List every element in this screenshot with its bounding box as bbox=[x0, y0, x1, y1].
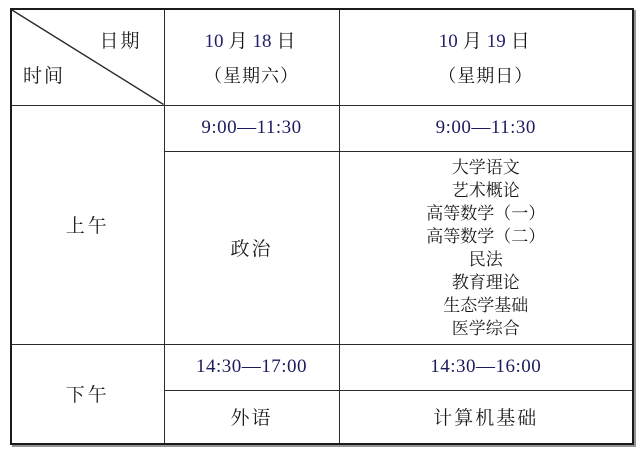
date-text-oct-18 bbox=[165, 26, 339, 53]
table-row-morning-time bbox=[11, 105, 633, 151]
exam-schedule-table bbox=[10, 8, 634, 445]
period-cell-afternoon bbox=[11, 344, 164, 444]
table-row-afternoon-time bbox=[11, 344, 633, 390]
subject-foreign-language: 外语 bbox=[230, 408, 273, 430]
afternoon-time-cell-day1 bbox=[164, 344, 339, 390]
day-character: 日 bbox=[510, 31, 530, 53]
date-text-oct-19 bbox=[340, 26, 633, 53]
header-oct-19 bbox=[339, 9, 633, 105]
date-day-number: 18 bbox=[252, 31, 272, 53]
subject-politics: 政治 bbox=[230, 239, 273, 260]
date-day-number: 19 bbox=[486, 31, 506, 53]
subject-item: 高等数学（一） bbox=[426, 203, 546, 223]
date-month-number: 10 bbox=[438, 31, 458, 53]
subject-computer-basics: 计算机基础 bbox=[433, 408, 539, 430]
month-character: 月 bbox=[228, 31, 248, 53]
afternoon-subject-cell-day1 bbox=[164, 390, 339, 444]
morning-time-day2: 9:00—11:30 bbox=[435, 117, 536, 138]
header-oct-18 bbox=[164, 9, 339, 105]
subject-item: 医学综合 bbox=[451, 318, 520, 338]
morning-subject-list bbox=[340, 156, 633, 340]
date-axis-label: 日期 bbox=[99, 31, 142, 52]
subject-item: 大学语文 bbox=[451, 157, 520, 177]
afternoon-subject-cell-day2 bbox=[339, 390, 633, 444]
afternoon-time-cell-day2 bbox=[339, 344, 633, 390]
day-character: 日 bbox=[276, 31, 296, 53]
morning-time-cell-day2 bbox=[339, 105, 633, 151]
afternoon-time-day2: 14:30—16:00 bbox=[430, 356, 542, 377]
month-character: 月 bbox=[462, 31, 482, 53]
subject-item: 教育理论 bbox=[451, 272, 520, 292]
date-month-number: 10 bbox=[204, 31, 224, 53]
subject-item: 生态学基础 bbox=[443, 295, 529, 315]
afternoon-time-day1: 14:30—17:00 bbox=[195, 356, 308, 377]
afternoon-label: 下午 bbox=[65, 385, 110, 407]
weekday-sunday-label: （星期日） bbox=[438, 66, 534, 87]
weekday-saturday-label: （星期六） bbox=[204, 66, 299, 87]
corner-cell bbox=[11, 9, 164, 105]
subject-item: 高等数学（二） bbox=[426, 226, 546, 246]
subject-item: 艺术概论 bbox=[451, 180, 520, 200]
morning-subject-cell-day2 bbox=[339, 151, 633, 344]
period-cell-morning bbox=[11, 105, 164, 344]
morning-label: 上午 bbox=[65, 216, 110, 237]
subject-item: 民法 bbox=[468, 249, 503, 269]
table-row-header bbox=[11, 9, 633, 105]
morning-subject-cell-day1 bbox=[164, 151, 339, 344]
diagonal-divider-line bbox=[12, 10, 164, 105]
morning-time-cell-day1 bbox=[164, 105, 339, 151]
time-axis-label: 时间 bbox=[23, 65, 66, 87]
morning-time-day1: 9:00—11:30 bbox=[201, 117, 302, 138]
